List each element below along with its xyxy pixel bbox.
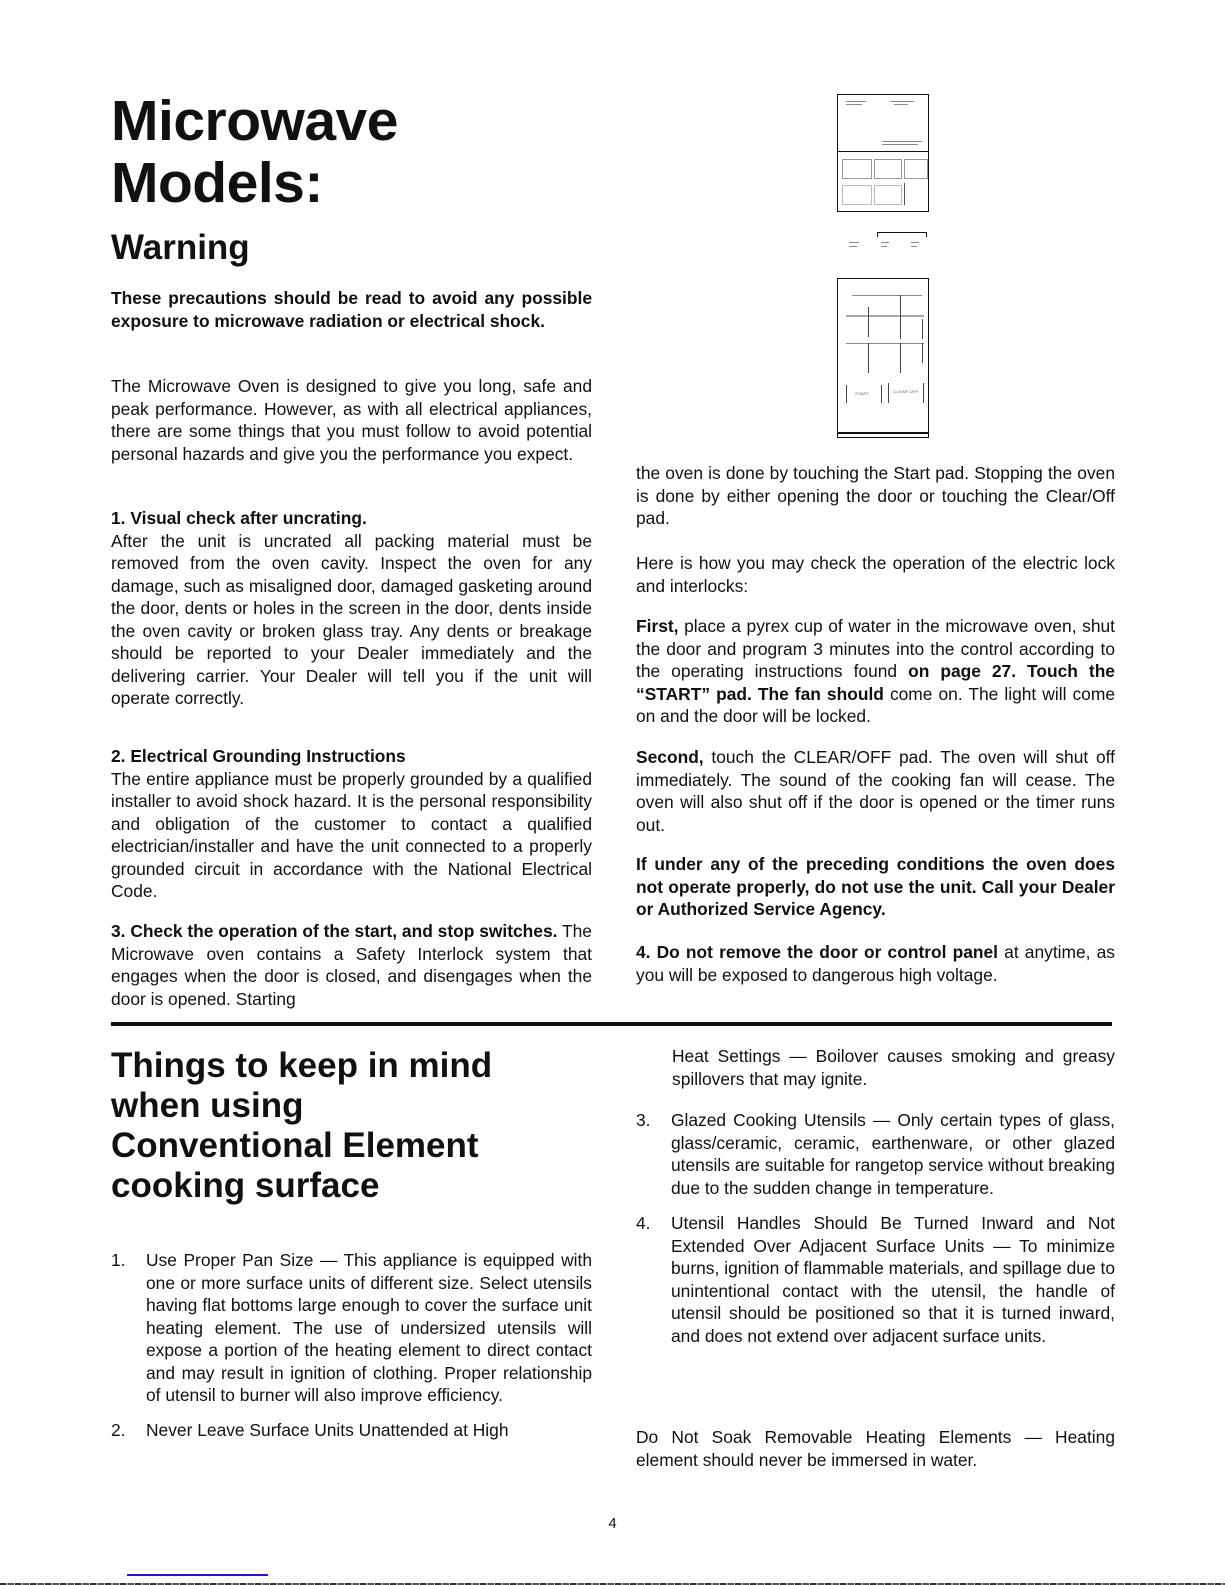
list-item [636,1109,1115,1199]
first-body: place a pyrex cup of water in the microwave oven, shut the door and program 3 minutes into the control according to the operating instructions found [636,616,1115,681]
section-divider [111,1022,1112,1026]
heading-line: cooking surface [111,1166,380,1205]
second-body: touch the CLEAR/OFF pad. The oven will shut off immediately. The sound of the cooking fan will cease. The oven will also shut off if the door is opened or the timer runs out. [636,747,1115,835]
title-line-2: Models: [111,151,323,215]
control-panel-display [838,95,928,152]
intro-paragraph: The Microwave Oven is designed to give you long, safe and peak performance. However, as with all electrical appliances, there are some things that you must follow to avoid potential personal hazards and give you the performance you expect. [111,376,592,464]
title-line-1: Microwave [111,89,398,153]
control-panel-diagram [835,90,935,450]
closing-paragraph: Do Not Soak Removable Heating Elements — Heating element should never be immersed in water. [636,1427,1115,1470]
warning-heading: Warning [111,228,250,267]
item-body: The entire appliance must be properly grounded by a qualified installer to avoid shock hazard. It is the personal responsibility and obligation of the customer to contact a qualified electrician/installer and have the unit connected to a properly grounded circuit in accordance with the National Electrical Code. [111,768,592,901]
check-intro: Here is how you may check the operation of the electric lock and interlocks: [636,553,1115,596]
item-grounding [111,745,592,903]
list-item [111,1249,592,1407]
list-text: Use Proper Pan Size — This appliance is equipped with one or more surface units of different size. Select utensils having flat bottoms large enough to cover the surface unit heating element. The use of undersized utensils will expose a portion of the heating element to direct contact and may result in ignition of clothing. Proper relationship of utensil to burner will also improve efficiency. [146,1250,592,1405]
start-pad-label: START [855,391,870,396]
warning-intro: These precautions should be read to avoid any possible exposure to microwave radiation or electrical shock. [111,288,592,331]
control-panel-keypad [837,278,929,438]
conventional-list-left [111,1249,592,1441]
list-text: Never Leave Surface Units Unattended at High [146,1419,509,1440]
item-heading: 3. Check the operation of the start, and stop switches. [111,921,558,941]
first-bold: on page 27. Touch the “START” pad. The fan should [636,661,1115,704]
second-label: Second, [636,747,704,767]
clear-off-pad-label: CLEAR OFF [893,389,919,394]
heading-line: Things to keep in mind [111,1046,493,1085]
section-heading-conventional [111,1046,601,1206]
list-item [111,1419,592,1442]
heading-line: Conventional Element [111,1126,479,1165]
lower-oven-bracket [877,232,927,237]
item4-body: at anytime, as you will be exposed to dangerous high voltage. [636,942,1115,985]
list-number: 1. [111,1250,126,1270]
conventional-list-right [636,1109,1115,1347]
heading-line: when using [111,1086,304,1125]
item-heading: 1. Visual check after uncrating. [111,508,367,528]
list-text: Utensil Handles Should Be Turned Inward and Not Extended Over Adjacent Surface Units — To minimize burns, ignition of flammable materials, and spillage due to unintentional contact with the utensil, the handle of utensil should be positioned so that it is turned inward, and does not extend over adjacent surface units. [671,1213,1115,1346]
first-label: First, [636,616,679,636]
item2-continuation: Heat Settings — Boilover causes smoking and greasy spillovers that may ignite. [672,1046,1115,1089]
list-text: Glazed Cooking Utensils — Only certain types of glass, glass/ceramic, ceramic, earthenware, or other glazed utensils are suitable for rangetop service without breaking due to the sudden change in temperature. [671,1110,1115,1198]
page-number: 4 [608,1515,617,1532]
item-heading: 2. Electrical Grounding Instructions [111,746,406,766]
list-item [636,1212,1115,1347]
item-start-stop [111,920,592,1010]
item-do-not-remove [636,941,1115,986]
list-number: 4. [636,1213,651,1233]
caution-paragraph: If under any of the preceding conditions the oven does not operate properly, do not use the unit. Call your Dealer or Authorized Service Agency. [636,854,1115,919]
first-tail: come on. The light will come on and the door will be locked. [636,683,1115,726]
item-body: The Microwave oven contains a Safety Interlock system that engages when the door is closed, and disengages when the door is opened. Starting [111,921,592,1009]
control-panel-upper [837,94,929,212]
list-number: 3. [636,1110,651,1130]
page-title [111,90,611,214]
item-visual-check [111,507,592,710]
item-body: After the unit is uncrated all packing material must be removed from the oven cavity. Inspect the oven for any damage, such as misaligned door, damaged gasketing around the door, dents or holes in the screen in the door, dents inside the oven cavity or broken glass tray. Any dents or breakage should be reported to your Dealer immediately and the delivering carrier. Your Dealer will tell you if the unit will operate correctly. [111,530,592,708]
second-step [636,746,1115,836]
link-underline[interactable] [127,1574,268,1576]
list-number: 2. [111,1419,126,1440]
first-step [636,615,1115,728]
start-stop-continuation: the oven is done by touching the Start pad. Stopping the oven is done by either opening the door or touching the Clear/Off pad. [636,463,1115,528]
item4-heading: 4. Do not remove the door or control panel [636,942,999,962]
